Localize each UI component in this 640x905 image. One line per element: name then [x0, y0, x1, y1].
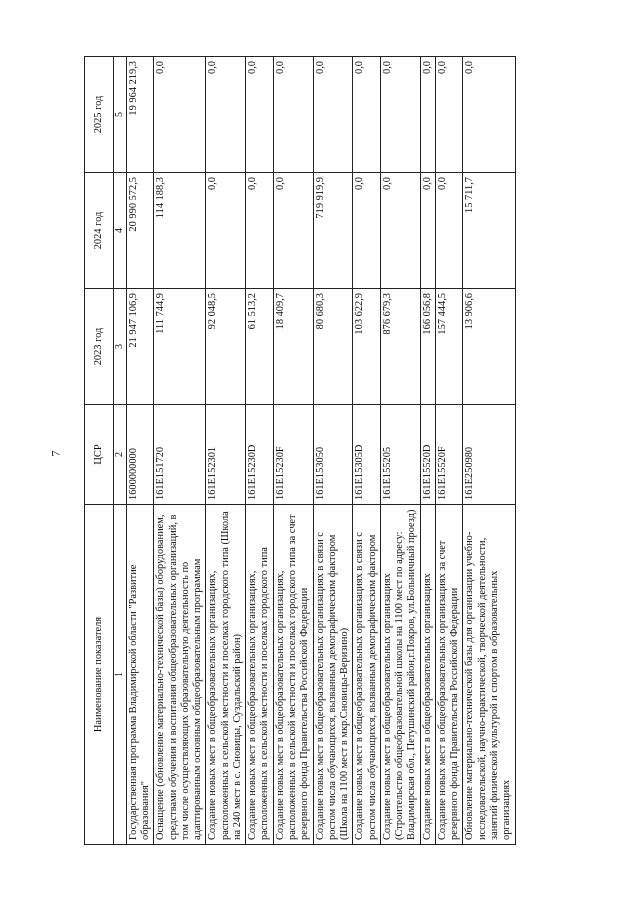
- row-2024: 719 919,9: [313, 173, 353, 289]
- row-2023: 13 906,6: [463, 289, 515, 405]
- row-2025: 0,0: [435, 57, 463, 173]
- row-code: 161E155205: [380, 405, 420, 505]
- header-row: [85, 57, 114, 845]
- table-row: [273, 57, 313, 845]
- row-code: 161E153050: [313, 405, 353, 505]
- table-row: [313, 57, 353, 845]
- row-code: 161E15230F: [273, 405, 313, 505]
- table-row: [206, 57, 246, 845]
- row-2025: 0,0: [420, 57, 435, 173]
- table-row: [435, 57, 463, 845]
- row-2023: 92 048,5: [206, 289, 246, 405]
- row-2024: 0,0: [420, 173, 435, 289]
- row-2025: 0,0: [463, 57, 515, 173]
- column-number-row: [114, 57, 127, 845]
- colnum-3: 3: [114, 289, 127, 405]
- row-2025: 0,0: [313, 57, 353, 173]
- budget-table: [84, 56, 516, 845]
- row-code: 161E15305D: [353, 405, 381, 505]
- row-2024: 0,0: [353, 173, 381, 289]
- row-code: 161E15230D: [246, 405, 274, 505]
- row-name: Создание новых мест в общеобразовательных организациях в связи с ростом числа обучающихся, вызванным демографическим фактором: [353, 505, 381, 845]
- row-2023: 103 622,9: [353, 289, 381, 405]
- table-row: [463, 57, 515, 845]
- row-code: 161E151720: [154, 405, 206, 505]
- table-row: [246, 57, 274, 845]
- row-code: 161E152301: [206, 405, 246, 505]
- row-name: Создание новых мест в общеобразовательных организациях за счет резервного фонда Правительства Российской Федерации: [435, 505, 463, 845]
- row-2024: 0,0: [206, 173, 246, 289]
- header-code: ЦСР: [85, 405, 114, 505]
- row-2025: 0,0: [273, 57, 313, 173]
- table-row: [420, 57, 435, 845]
- row-2023: 18 409,7: [273, 289, 313, 405]
- row-2023: 21 947 106,9: [126, 289, 154, 405]
- row-name: Создание новых мест в общеобразовательных организациях, расположенных в сельской местности и поселках городского типа: [246, 505, 274, 845]
- colnum-2: 2: [114, 405, 127, 505]
- row-code: 1600000000: [126, 405, 154, 505]
- row-2023: 166 056,8: [420, 289, 435, 405]
- header-2024: 2024 год: [85, 173, 114, 289]
- row-code: 161E250980: [463, 405, 515, 505]
- rotated-table-wrapper: [84, 57, 513, 845]
- table-row: [353, 57, 381, 845]
- row-2023: 111 744,9: [154, 289, 206, 405]
- row-2024: 0,0: [273, 173, 313, 289]
- row-2025: 0,0: [154, 57, 206, 173]
- row-name: Государственная программа Владимирской области "Развитие образования": [126, 505, 154, 845]
- row-2024: 0,0: [435, 173, 463, 289]
- row-2024: 114 188,3: [154, 173, 206, 289]
- row-2025: 19 964 219,3: [126, 57, 154, 173]
- row-2025: 0,0: [380, 57, 420, 173]
- row-name: Создание новых мест в общеобразовательных организациях: [420, 505, 435, 845]
- row-name: Создание новых мест в общеобразовательных организациях (Строительство общеобразовательной школы на 1100 мест по адресу: Владимирская обл., Петушинский район,г.Покров, ул.Больничный проезд): [380, 505, 420, 845]
- row-2023: 876 679,3: [380, 289, 420, 405]
- row-2024: 20 990 572,5: [126, 173, 154, 289]
- row-code: 161E15520F: [435, 405, 463, 505]
- table-row: [380, 57, 420, 845]
- header-name: Наименование показателя: [85, 505, 114, 845]
- row-2025: 0,0: [246, 57, 274, 173]
- row-2024: 15 711,7: [463, 173, 515, 289]
- row-2023: 61 513,2: [246, 289, 274, 405]
- row-2023: 157 444,5: [435, 289, 463, 405]
- colnum-1: 1: [114, 505, 127, 845]
- header-2023: 2023 год: [85, 289, 114, 405]
- table-row: [154, 57, 206, 845]
- row-2023: 80 680,3: [313, 289, 353, 405]
- header-2025: 2025 год: [85, 57, 114, 173]
- row-2024: 0,0: [246, 173, 274, 289]
- row-name: Создание новых мест в общеобразовательных организациях в связи с ростом числа обучающихся, вызванным демографическим фактором (Школа на 1100 мест в мкр.Сновицы-Веризино): [313, 505, 353, 845]
- row-2024: 0,0: [380, 173, 420, 289]
- row-name: Обновление материально-технической базы для организации учебно-исследовательской, научно-практической, творческой деятельности, занятий физической культурой и спортом в образовательных организациях: [463, 505, 515, 845]
- row-code: 161E15520D: [420, 405, 435, 505]
- row-name: Оснащение (обновление материально-технической базы) оборудованием, средствами обучения и воспитания общеобразовательных организаций, в том числе осуществляющих образовательную деятельность по адаптированным основным общеобразовательным программам: [154, 505, 206, 845]
- row-name: Создание новых мест в общеобразовательных организациях, расположенных в сельской местности и поселках городского типа за счет резервного фонда Правительства Российской Федерации: [273, 505, 313, 845]
- colnum-4: 4: [114, 173, 127, 289]
- table-row: [126, 57, 154, 845]
- row-name: Создание новых мест в общеобразовательных организациях, расположенных в сельской местности и поселках городского типа (Школа на 240 мест в с. Сновицы, Суздальский район): [206, 505, 246, 845]
- row-2025: 0,0: [206, 57, 246, 173]
- row-2025: 0,0: [353, 57, 381, 173]
- colnum-5: 5: [114, 57, 127, 173]
- page-number: 7: [48, 450, 63, 457]
